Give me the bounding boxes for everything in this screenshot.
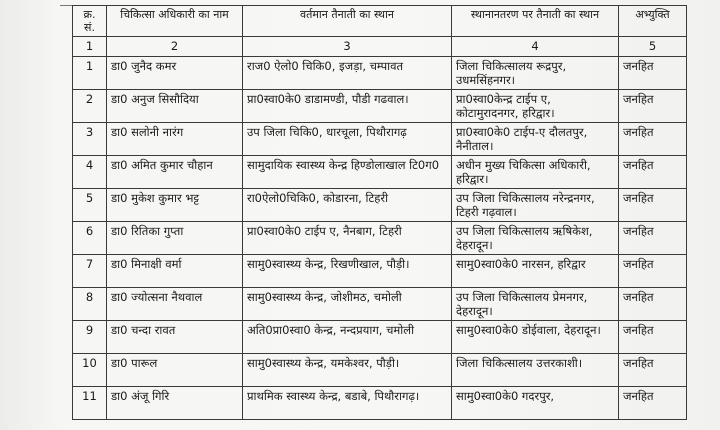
- table-row: [73, 156, 687, 189]
- serial-number-cell: 4: [73, 156, 107, 189]
- remark-cell: जनहित: [619, 354, 687, 387]
- serial-number-cell: 2: [73, 90, 107, 123]
- officer-name-cell: डा0 मिनाक्षी वर्मा: [107, 255, 243, 288]
- serial-number-cell: 7: [73, 255, 107, 288]
- officer-name-cell: डा0 सलोनी नारंग: [107, 123, 243, 156]
- remark-cell: जनहित: [619, 90, 687, 123]
- transfer-table: [72, 5, 687, 420]
- remark-cell: जनहित: [619, 123, 687, 156]
- serial-number-cell: 10: [73, 354, 107, 387]
- serial-number-cell: 8: [73, 288, 107, 321]
- remark-cell: जनहित: [619, 255, 687, 288]
- column-number: 4: [452, 37, 619, 57]
- current-posting-cell: प्रा0स्वा0के0 टाईप ए, नैनबाग, टिहरी: [243, 222, 452, 255]
- table-row: [73, 90, 687, 123]
- table-row: [73, 387, 687, 420]
- table-row: [73, 354, 687, 387]
- header-current-posting: वर्तमान तैनाती का स्थान: [243, 6, 452, 37]
- remark-cell: जनहित: [619, 222, 687, 255]
- officer-name-cell: डा0 अंजू गिरि: [107, 387, 243, 420]
- table-row: [73, 222, 687, 255]
- table-row: [73, 255, 687, 288]
- serial-number-cell: 9: [73, 321, 107, 354]
- table-row: [73, 288, 687, 321]
- officer-name-cell: डा0 जुनैद कमर: [107, 57, 243, 90]
- table-row: [73, 321, 687, 354]
- header-officer-name: चिकित्सा अधिकारी का नाम: [107, 6, 243, 37]
- serial-number-cell: 6: [73, 222, 107, 255]
- current-posting-cell: राज0 ऐलो0 चिकि0, इजड़ा, चम्पावत: [243, 57, 452, 90]
- remark-cell: जनहित: [619, 387, 687, 420]
- current-posting-cell: सामु0स्वास्थ्य केन्द्र, जोशीमठ, चमोली: [243, 288, 452, 321]
- column-number: 3: [243, 37, 452, 57]
- column-number: 5: [619, 37, 687, 57]
- transfer-posting-cell: सामु0स्वा0के0 गदरपुर,: [452, 387, 619, 420]
- header-serial-number: क्र. सं.: [73, 6, 107, 37]
- current-posting-cell: प्राथमिक स्वास्थ्य केन्द्र, बडाबे, पिथौरागढ़।: [243, 387, 452, 420]
- header-remark: अभ्युक्ति: [619, 6, 687, 37]
- table-row: [73, 57, 687, 90]
- table-row: [73, 123, 687, 156]
- officer-name-cell: डा0 ज्योत्सना नैथवाल: [107, 288, 243, 321]
- transfer-posting-cell: सामु0स्वा0के0 नारसन, हरिद्वार: [452, 255, 619, 288]
- transfer-posting-cell: प्रा0स्वा0केन्द्र टाईप ए, कोटामुरादनगर, हरिद्वार।: [452, 90, 619, 123]
- column-number-row: [73, 37, 687, 57]
- remark-cell: जनहित: [619, 321, 687, 354]
- serial-number-cell: 11: [73, 387, 107, 420]
- serial-number-cell: 1: [73, 57, 107, 90]
- transfer-posting-cell: उप जिला चिकित्सालय प्रेमनगर, देहरादून।: [452, 288, 619, 321]
- officer-name-cell: डा0 अनुज सिसौदिया: [107, 90, 243, 123]
- current-posting-cell: प्रा0स्वा0के0 डाडामण्डी, पौडी गढवाल।: [243, 90, 452, 123]
- transfer-posting-cell: सामु0स्वा0के0 डोईवाला, देहरादून।: [452, 321, 619, 354]
- transfer-posting-cell: जिला चिकित्सालय उत्तरकाशी।: [452, 354, 619, 387]
- remark-cell: जनहित: [619, 156, 687, 189]
- remark-cell: जनहित: [619, 57, 687, 90]
- officer-name-cell: डा0 अमित कुमार चौहान: [107, 156, 243, 189]
- serial-number-cell: 3: [73, 123, 107, 156]
- table-row: [73, 189, 687, 222]
- header-transfer-posting: स्थानानतरण पर तैनाती का स्थान: [452, 6, 619, 37]
- current-posting-cell: सामु0स्वास्थ्य केन्द्र, रिखणीखाल, पौड़ी।: [243, 255, 452, 288]
- transfer-posting-cell: उप जिला चिकित्सालय ऋषिकेश, देहरादून।: [452, 222, 619, 255]
- transfer-posting-cell: अधीन मुख्य चिकित्सा अधिकारी, हरिद्वार।: [452, 156, 619, 189]
- officer-name-cell: डा0 मुकेश कुमार भट्ट: [107, 189, 243, 222]
- remark-cell: जनहित: [619, 189, 687, 222]
- column-number: 1: [73, 37, 107, 57]
- current-posting-cell: सामुदायिक स्वास्थ्य केन्द्र हिण्डोलाखाल टि0ग0: [243, 156, 452, 189]
- current-posting-cell: सामु0स्वास्थ्य केन्द्र, यमकेश्वर, पौड़ी।: [243, 354, 452, 387]
- officer-name-cell: डा0 रितिका गुप्ता: [107, 222, 243, 255]
- table-body: [73, 57, 687, 420]
- current-posting-cell: उप जिला चिकि0, धारचूला, पिथौरागढ़: [243, 123, 452, 156]
- transfer-posting-cell: प्रा0स्वा0के0 टाईप-ए दौलतपुर, नैनीताल।: [452, 123, 619, 156]
- officer-name-cell: डा0 चन्दा रावत: [107, 321, 243, 354]
- remark-cell: जनहित: [619, 288, 687, 321]
- current-posting-cell: अति0प्रा0स्वा0 केन्द्र, नन्दप्रयाग, चमोली: [243, 321, 452, 354]
- transfer-posting-cell: जिला चिकित्सालय रूद्रपुर, उधमसिंहनगर।: [452, 57, 619, 90]
- serial-number-cell: 5: [73, 189, 107, 222]
- transfer-posting-cell: उप जिला चिकित्सालय नरेन्द्रनगर, टिहरी गढ़वाल।: [452, 189, 619, 222]
- column-number: 2: [107, 37, 243, 57]
- current-posting-cell: रा0ऐलो0चिकि0, कोडारना, टिहरी: [243, 189, 452, 222]
- officer-name-cell: डा0 पारूल: [107, 354, 243, 387]
- header-row: [73, 6, 687, 37]
